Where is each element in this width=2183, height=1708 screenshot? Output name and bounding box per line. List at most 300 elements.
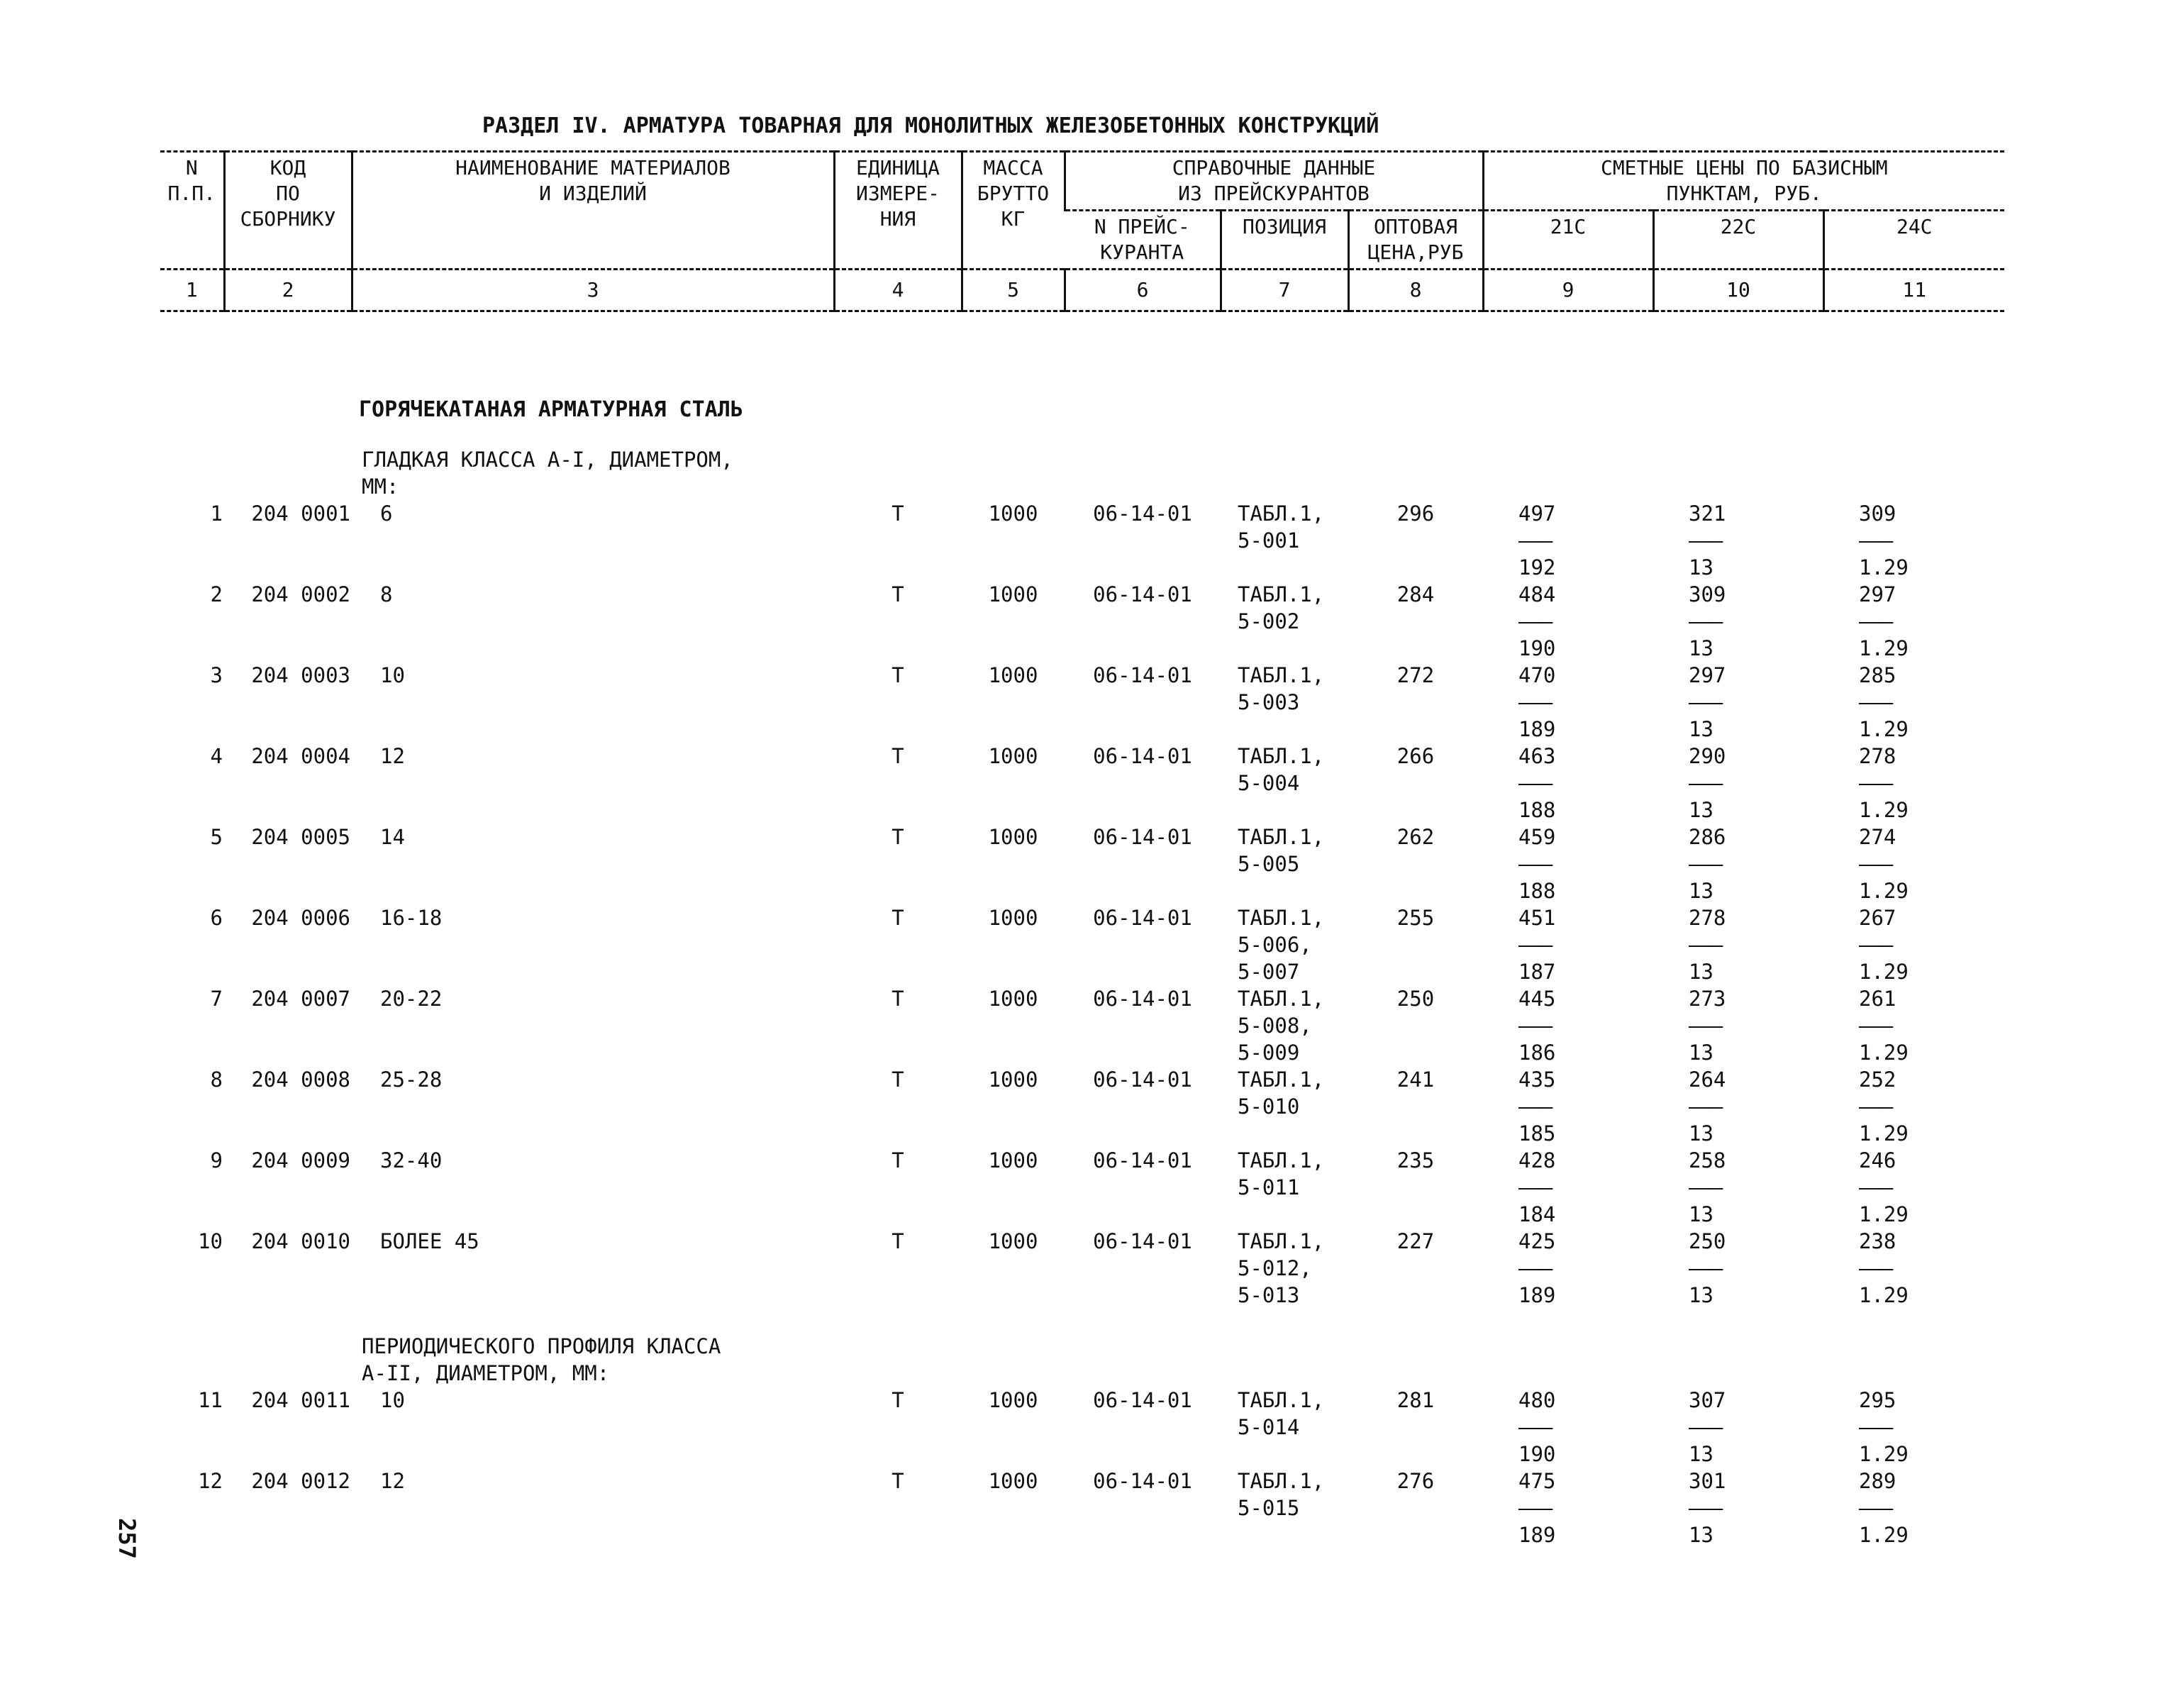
group-title: ГЛАДКАЯ КЛАССА А-I, ДИАМЕТРОМ, ММ: — [362, 448, 733, 499]
price-21c-cell — [1483, 1387, 1653, 1468]
price-24c-fraction — [1859, 1387, 1909, 1468]
row-price-list: 06-14-01 — [1093, 501, 1192, 526]
price-22c-cell — [1653, 824, 1823, 904]
price-21c-cell — [1483, 743, 1653, 824]
header-col-mass: МАССА БРУТТО КГ — [962, 152, 1065, 270]
price-24c-subvalue: 1.29 — [1859, 1442, 1909, 1466]
price-22c-value: 307 — [1689, 1388, 1726, 1412]
row-unit: Т — [891, 582, 904, 606]
row-mass: 1000 — [988, 906, 1038, 930]
header-number: 2 — [224, 270, 352, 311]
table-row — [160, 1066, 2004, 1147]
row-unit: Т — [891, 987, 904, 1011]
row-code: 204 0005 — [251, 825, 350, 849]
row-wholesale: 255 — [1396, 906, 1435, 930]
header-number: 10 — [1653, 270, 1823, 311]
price-21c-value: 497 — [1518, 501, 1556, 526]
row-number: 7 — [210, 987, 223, 1011]
row-mass: 1000 — [988, 1068, 1038, 1092]
fraction-bar: ——— — [1518, 1094, 1552, 1119]
price-21c-value: 470 — [1518, 663, 1556, 687]
row-unit: Т — [891, 1068, 904, 1092]
row-price-list: 06-14-01 — [1093, 1229, 1192, 1253]
price-21c-value: 459 — [1518, 825, 1556, 849]
price-21c-value: 480 — [1518, 1388, 1556, 1412]
row-position: ТАБЛ.1, 5-011 — [1238, 1148, 1325, 1199]
fraction-bar: ——— — [1859, 1496, 1892, 1520]
row-wholesale: 262 — [1396, 825, 1435, 849]
price-21c-fraction — [1518, 500, 1555, 581]
price-22c-subvalue: 13 — [1689, 960, 1713, 984]
price-21c-cell — [1483, 1468, 1653, 1548]
price-22c-fraction — [1689, 743, 1726, 824]
price-24c-fraction — [1859, 662, 1909, 743]
price-24c-subvalue: 1.29 — [1859, 798, 1909, 822]
row-unit: Т — [891, 1148, 904, 1172]
fraction-bar: ——— — [1859, 1014, 1892, 1038]
price-21c-fraction — [1518, 985, 1555, 1066]
price-22c-cell — [1653, 500, 1823, 581]
row-mass: 1000 — [988, 1229, 1038, 1253]
row-number: 6 — [210, 906, 223, 930]
price-22c-subvalue: 13 — [1689, 1202, 1713, 1226]
table-row — [160, 1147, 2004, 1228]
row-mass: 1000 — [988, 1469, 1038, 1493]
row-number: 4 — [210, 744, 223, 768]
fraction-bar: ——— — [1518, 1415, 1552, 1439]
row-position: ТАБЛ.1, 5-003 — [1238, 663, 1325, 714]
row-number: 2 — [210, 582, 223, 606]
row-number: 5 — [210, 825, 223, 849]
row-name: 10 — [380, 1388, 405, 1412]
row-number: 3 — [210, 663, 223, 687]
table-row — [160, 500, 2004, 581]
price-21c-subvalue: 188 — [1518, 879, 1556, 903]
fraction-bar: ——— — [1859, 1175, 1892, 1199]
header-col-24c: 24С — [1823, 211, 2004, 270]
fraction-bar: ——— — [1689, 609, 1722, 633]
price-24c-cell — [1823, 824, 2004, 904]
row-unit: Т — [891, 1388, 904, 1412]
row-number: 9 — [210, 1148, 223, 1172]
price-24c-fraction — [1859, 1066, 1909, 1147]
fraction-bar: ——— — [1859, 690, 1892, 714]
price-21c-cell — [1483, 985, 1653, 1066]
row-position: ТАБЛ.1, 5-010 — [1238, 1068, 1325, 1119]
row-wholesale: 276 — [1396, 1469, 1435, 1493]
price-22c-subvalue: 13 — [1689, 1283, 1713, 1307]
price-21c-cell — [1483, 1228, 1653, 1309]
price-24c-value: 267 — [1859, 906, 1896, 930]
header-group-reference: СПРАВОЧНЫЕ ДАННЫЕ ИЗ ПРЕЙСКУРАНТОВ — [1065, 152, 1483, 211]
fraction-bar: ——— — [1518, 933, 1552, 957]
fraction-bar: ——— — [1689, 1496, 1722, 1520]
row-unit: Т — [891, 906, 904, 930]
price-22c-value: 309 — [1689, 582, 1726, 606]
price-22c-fraction — [1689, 581, 1726, 662]
header-col-price-list: N ПРЕЙС- КУРАНТА — [1065, 211, 1221, 270]
price-22c-cell — [1653, 1228, 1823, 1309]
price-24c-cell — [1823, 1228, 2004, 1309]
price-24c-value: 295 — [1859, 1388, 1896, 1412]
row-wholesale: 266 — [1396, 744, 1435, 768]
price-24c-fraction — [1859, 1468, 1909, 1548]
row-wholesale: 284 — [1396, 582, 1435, 606]
table-row — [160, 662, 2004, 743]
row-price-list: 06-14-01 — [1093, 582, 1192, 606]
header-number: 6 — [1065, 270, 1221, 311]
row-wholesale: 250 — [1396, 987, 1435, 1011]
price-24c-cell — [1823, 662, 2004, 743]
price-21c-subvalue: 184 — [1518, 1202, 1556, 1226]
header-number: 9 — [1483, 270, 1653, 311]
subsection-title: ГОРЯЧЕКАТАНАЯ АРМАТУРНАЯ СТАЛЬ — [359, 397, 743, 422]
header-number: 11 — [1823, 270, 2004, 311]
price-21c-value: 445 — [1518, 987, 1556, 1011]
price-21c-value: 451 — [1518, 906, 1556, 930]
price-24c-subvalue: 1.29 — [1859, 1202, 1909, 1226]
price-21c-fraction — [1518, 1228, 1555, 1309]
price-21c-value: 435 — [1518, 1068, 1556, 1092]
price-24c-fraction — [1859, 1228, 1909, 1309]
row-position: ТАБЛ.1, 5-015 — [1238, 1469, 1325, 1520]
row-position: ТАБЛ.1, 5-014 — [1238, 1388, 1325, 1439]
row-price-list: 06-14-01 — [1093, 1148, 1192, 1172]
table-row — [160, 743, 2004, 824]
row-wholesale: 281 — [1396, 1388, 1435, 1412]
fraction-bar: ——— — [1859, 1256, 1892, 1280]
fraction-bar: ——— — [1518, 852, 1552, 876]
row-mass: 1000 — [988, 501, 1038, 526]
fraction-bar: ——— — [1689, 1175, 1722, 1199]
price-24c-fraction — [1859, 904, 1909, 985]
price-21c-subvalue: 187 — [1518, 960, 1556, 984]
row-position: ТАБЛ.1, 5-002 — [1238, 582, 1325, 633]
row-wholesale: 235 — [1396, 1148, 1435, 1172]
price-24c-value: 252 — [1859, 1068, 1896, 1092]
row-name: 20-22 — [380, 987, 443, 1011]
price-22c-value: 321 — [1689, 501, 1726, 526]
price-24c-fraction — [1859, 824, 1909, 904]
price-24c-subvalue: 1.29 — [1859, 1283, 1909, 1307]
row-mass: 1000 — [988, 1148, 1038, 1172]
price-24c-cell — [1823, 1468, 2004, 1548]
fraction-bar: ——— — [1689, 933, 1722, 957]
price-24c-cell — [1823, 1066, 2004, 1147]
row-name: 25-28 — [380, 1068, 443, 1092]
header-col-unit: ЕДИНИЦА ИЗМЕРЕ- НИЯ — [834, 152, 962, 270]
row-code: 204 0007 — [251, 987, 350, 1011]
header-number: 5 — [962, 270, 1065, 311]
price-22c-fraction — [1689, 985, 1726, 1066]
price-21c-value: 475 — [1518, 1469, 1556, 1493]
price-21c-cell — [1483, 904, 1653, 985]
price-22c-value: 258 — [1689, 1148, 1726, 1172]
price-21c-subvalue: 189 — [1518, 1283, 1556, 1307]
row-name: 8 — [380, 582, 393, 606]
price-22c-fraction — [1689, 1387, 1726, 1468]
price-22c-fraction — [1689, 824, 1726, 904]
price-22c-fraction — [1689, 904, 1726, 985]
row-position: ТАБЛ.1, 5-008, 5-009 — [1238, 987, 1325, 1065]
price-21c-value: 484 — [1518, 582, 1556, 606]
row-unit: Т — [891, 825, 904, 849]
price-22c-value: 286 — [1689, 825, 1726, 849]
price-24c-subvalue: 1.29 — [1859, 960, 1909, 984]
price-24c-value: 285 — [1859, 663, 1896, 687]
fraction-bar: ——— — [1689, 852, 1722, 876]
price-21c-cell — [1483, 581, 1653, 662]
row-unit: Т — [891, 744, 904, 768]
price-21c-cell — [1483, 662, 1653, 743]
table-row — [160, 1387, 2004, 1468]
row-name: 12 — [380, 744, 405, 768]
group-rows — [160, 500, 2004, 1309]
section-heading: РАЗДЕЛ IV. АРМАТУРА ТОВАРНАЯ ДЛЯ МОНОЛИТНЫХ ЖЕЛЕЗОБЕТОННЫХ КОНСТРУКЦИЙ — [482, 113, 1379, 138]
row-price-list: 06-14-01 — [1093, 906, 1192, 930]
material-groups — [160, 446, 2004, 1548]
row-number: 8 — [210, 1068, 223, 1092]
fraction-bar: ——— — [1518, 528, 1552, 553]
price-21c-fraction — [1518, 662, 1555, 743]
row-name: 32-40 — [380, 1148, 443, 1172]
price-24c-cell — [1823, 1387, 2004, 1468]
row-mass: 1000 — [988, 1388, 1038, 1412]
price-21c-subvalue: 189 — [1518, 717, 1556, 741]
price-24c-value: 297 — [1859, 582, 1896, 606]
price-24c-subvalue: 1.29 — [1859, 717, 1909, 741]
price-24c-cell — [1823, 581, 2004, 662]
price-22c-subvalue: 13 — [1689, 1041, 1713, 1065]
price-21c-value: 463 — [1518, 744, 1556, 768]
row-position: ТАБЛ.1, 5-001 — [1238, 501, 1325, 553]
price-22c-fraction — [1689, 1468, 1726, 1548]
fraction-bar: ——— — [1518, 1175, 1552, 1199]
header-col-number: N П.П. — [160, 152, 224, 270]
price-21c-fraction — [1518, 1387, 1555, 1468]
row-name: 14 — [380, 825, 405, 849]
price-21c-fraction — [1518, 581, 1555, 662]
row-unit: Т — [891, 663, 904, 687]
header-number: 7 — [1221, 270, 1348, 311]
row-wholesale: 296 — [1396, 501, 1435, 526]
price-24c-cell — [1823, 985, 2004, 1066]
row-name: 10 — [380, 663, 405, 687]
fraction-bar: ——— — [1859, 609, 1892, 633]
price-21c-fraction — [1518, 1066, 1555, 1147]
header-col-name: НАИМЕНОВАНИЕ МАТЕРИАЛОВ И ИЗДЕЛИЙ — [352, 152, 834, 270]
row-number: 12 — [198, 1469, 223, 1493]
row-number: 10 — [198, 1229, 223, 1253]
row-price-list: 06-14-01 — [1093, 1068, 1192, 1092]
row-code: 204 0011 — [251, 1388, 350, 1412]
price-22c-fraction — [1689, 1147, 1726, 1228]
fraction-bar: ——— — [1518, 771, 1552, 795]
table-header — [160, 150, 2004, 312]
price-22c-subvalue: 13 — [1689, 717, 1713, 741]
fraction-bar: ——— — [1518, 690, 1552, 714]
row-number: 11 — [198, 1388, 223, 1412]
price-22c-fraction — [1689, 1228, 1726, 1309]
row-name: 12 — [380, 1469, 405, 1493]
fraction-bar: ——— — [1689, 771, 1722, 795]
price-24c-subvalue: 1.29 — [1859, 1523, 1909, 1547]
price-24c-value: 289 — [1859, 1469, 1896, 1493]
table-body — [160, 397, 2004, 1548]
row-price-list: 06-14-01 — [1093, 1388, 1192, 1412]
fraction-bar: ——— — [1859, 1415, 1892, 1439]
price-22c-cell — [1653, 662, 1823, 743]
group-title: ПЕРИОДИЧЕСКОГО ПРОФИЛЯ КЛАССА А-II, ДИАМЕТРОМ, ММ: — [362, 1334, 721, 1385]
row-price-list: 06-14-01 — [1093, 1469, 1192, 1493]
price-22c-subvalue: 13 — [1689, 1442, 1713, 1466]
price-24c-value: 309 — [1859, 501, 1896, 526]
page-number: 257 — [113, 1518, 140, 1559]
price-21c-fraction — [1518, 1147, 1555, 1228]
price-22c-value: 278 — [1689, 906, 1726, 930]
row-wholesale: 272 — [1396, 663, 1435, 687]
price-22c-value: 273 — [1689, 987, 1726, 1011]
row-position: ТАБЛ.1, 5-005 — [1238, 825, 1325, 876]
row-name: 6 — [380, 501, 393, 526]
table-row — [160, 824, 2004, 904]
row-wholesale: 227 — [1396, 1229, 1435, 1253]
header-col-21c: 21С — [1483, 211, 1653, 270]
price-22c-value: 250 — [1689, 1229, 1726, 1253]
fraction-bar: ——— — [1689, 528, 1722, 553]
header-col-code: КОД ПО СБОРНИКУ — [224, 152, 352, 270]
row-mass: 1000 — [988, 744, 1038, 768]
row-price-list: 06-14-01 — [1093, 987, 1192, 1011]
row-code: 204 0009 — [251, 1148, 350, 1172]
row-code: 204 0010 — [251, 1229, 350, 1253]
row-code: 204 0006 — [251, 906, 350, 930]
fraction-bar: ——— — [1689, 690, 1722, 714]
row-code: 204 0012 — [251, 1469, 350, 1493]
row-code: 204 0002 — [251, 582, 350, 606]
price-22c-subvalue: 13 — [1689, 879, 1713, 903]
price-24c-fraction — [1859, 985, 1909, 1066]
table-row — [160, 985, 2004, 1066]
table-row — [160, 1228, 2004, 1309]
fraction-bar: ——— — [1518, 1014, 1552, 1038]
price-22c-value: 301 — [1689, 1469, 1726, 1493]
table-row — [160, 581, 2004, 662]
group-rows — [160, 1387, 2004, 1548]
price-24c-value: 238 — [1859, 1229, 1896, 1253]
price-24c-fraction — [1859, 743, 1909, 824]
price-22c-fraction — [1689, 1066, 1726, 1147]
price-21c-subvalue: 189 — [1518, 1523, 1556, 1547]
row-unit: Т — [891, 1469, 904, 1493]
fraction-bar: ——— — [1859, 852, 1892, 876]
price-22c-subvalue: 13 — [1689, 798, 1713, 822]
price-24c-fraction — [1859, 581, 1909, 662]
row-unit: Т — [891, 501, 904, 526]
row-price-list: 06-14-01 — [1093, 744, 1192, 768]
row-name: БОЛЕЕ 45 — [380, 1229, 479, 1253]
row-mass: 1000 — [988, 987, 1038, 1011]
price-24c-subvalue: 1.29 — [1859, 879, 1909, 903]
price-21c-subvalue: 186 — [1518, 1041, 1556, 1065]
row-code: 204 0004 — [251, 744, 350, 768]
price-24c-cell — [1823, 500, 2004, 581]
price-21c-cell — [1483, 824, 1653, 904]
row-number: 1 — [210, 501, 223, 526]
fraction-bar: ——— — [1689, 1094, 1722, 1119]
price-22c-cell — [1653, 1147, 1823, 1228]
price-24c-cell — [1823, 1147, 2004, 1228]
price-24c-fraction — [1859, 500, 1909, 581]
price-22c-subvalue: 13 — [1689, 555, 1713, 580]
fraction-bar: ——— — [1859, 771, 1892, 795]
header-number: 1 — [160, 270, 224, 311]
price-24c-subvalue: 1.29 — [1859, 1121, 1909, 1146]
price-22c-fraction — [1689, 500, 1726, 581]
price-21c-value: 425 — [1518, 1229, 1556, 1253]
header-group-prices: СМЕТНЫЕ ЦЕНЫ ПО БАЗИСНЫМ ПУНКТАМ, РУБ. — [1483, 152, 2004, 211]
row-position: ТАБЛ.1, 5-004 — [1238, 744, 1325, 795]
fraction-bar: ——— — [1859, 528, 1892, 553]
price-21c-subvalue: 190 — [1518, 1442, 1556, 1466]
header-col-wholesale: ОПТОВАЯ ЦЕНА,РУБ — [1348, 211, 1483, 270]
price-22c-subvalue: 13 — [1689, 1121, 1713, 1146]
price-21c-subvalue: 188 — [1518, 798, 1556, 822]
price-21c-fraction — [1518, 743, 1555, 824]
price-22c-cell — [1653, 1387, 1823, 1468]
fraction-bar: ——— — [1689, 1256, 1722, 1280]
header-number: 4 — [834, 270, 962, 311]
price-22c-value: 297 — [1689, 663, 1726, 687]
fraction-bar: ——— — [1518, 609, 1552, 633]
price-22c-cell — [1653, 1066, 1823, 1147]
row-price-list: 06-14-01 — [1093, 663, 1192, 687]
table-row — [160, 1468, 2004, 1548]
header-number: 3 — [352, 270, 834, 311]
row-code: 204 0003 — [251, 663, 350, 687]
price-21c-subvalue: 185 — [1518, 1121, 1556, 1146]
price-22c-value: 290 — [1689, 744, 1726, 768]
price-22c-cell — [1653, 581, 1823, 662]
price-21c-subvalue: 192 — [1518, 555, 1556, 580]
fraction-bar: ——— — [1689, 1014, 1722, 1038]
price-22c-cell — [1653, 1468, 1823, 1548]
price-24c-subvalue: 1.29 — [1859, 1041, 1909, 1065]
header-col-position: ПОЗИЦИЯ — [1221, 211, 1348, 270]
price-21c-fraction — [1518, 904, 1555, 985]
price-24c-fraction — [1859, 1147, 1909, 1228]
row-name: 16-18 — [380, 906, 443, 930]
price-22c-value: 264 — [1689, 1068, 1726, 1092]
fraction-bar: ——— — [1859, 933, 1892, 957]
fraction-bar: ——— — [1859, 1094, 1892, 1119]
price-21c-fraction — [1518, 824, 1555, 904]
price-22c-cell — [1653, 985, 1823, 1066]
price-24c-subvalue: 1.29 — [1859, 636, 1909, 660]
header-number: 8 — [1348, 270, 1483, 311]
price-22c-subvalue: 13 — [1689, 636, 1713, 660]
row-mass: 1000 — [988, 825, 1038, 849]
row-code: 204 0001 — [251, 501, 350, 526]
row-mass: 1000 — [988, 582, 1038, 606]
fraction-bar: ——— — [1689, 1415, 1722, 1439]
fraction-bar: ——— — [1518, 1256, 1552, 1280]
row-code: 204 0008 — [251, 1068, 350, 1092]
price-21c-value: 428 — [1518, 1148, 1556, 1172]
price-24c-cell — [1823, 743, 2004, 824]
price-21c-fraction — [1518, 1468, 1555, 1548]
price-22c-cell — [1653, 904, 1823, 985]
